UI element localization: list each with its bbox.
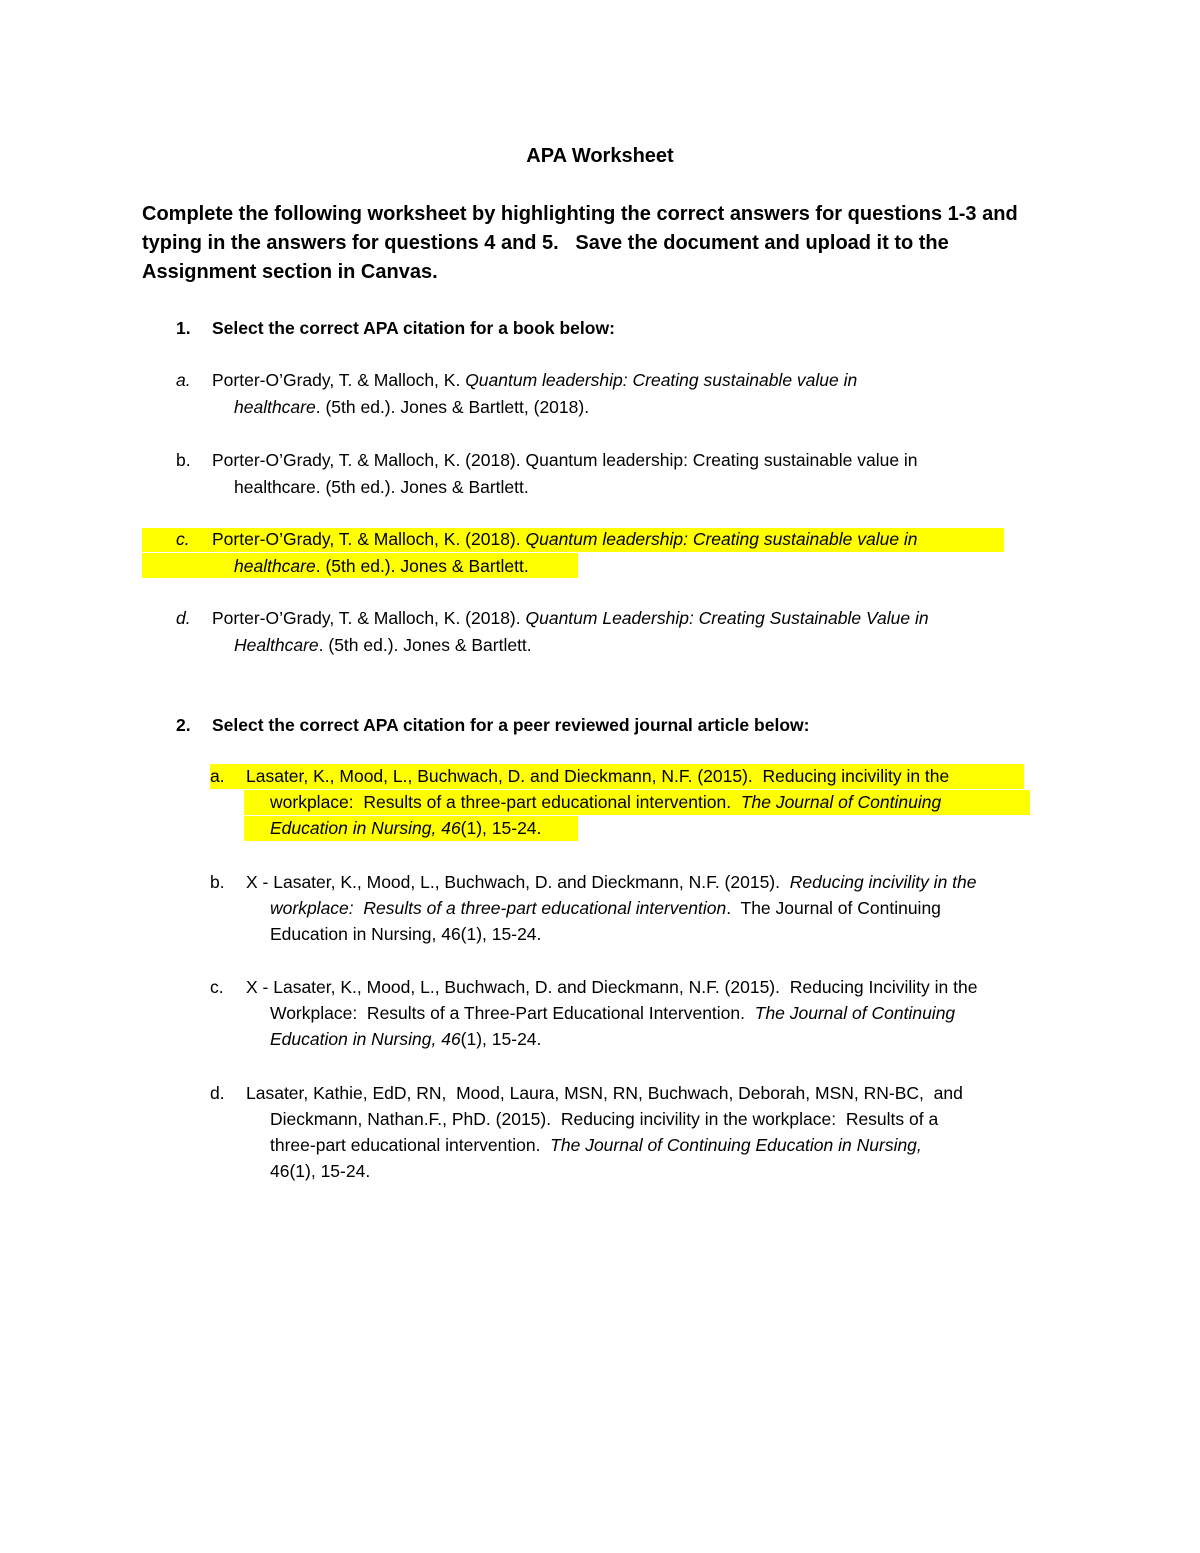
citation-title: Reducing incivility in the: [789, 872, 977, 892]
option-line-2: [234, 394, 589, 420]
citation-text: Porter-O’Grady, T. & Malloch, K. (2018).: [212, 529, 526, 549]
option-line-1: Porter-O’Grady, T. & Malloch, K. (2018). Quantum leadership: Creating sustainable value in: [212, 450, 918, 470]
q2-option-b[interactable]: [210, 869, 1070, 949]
question-number: 2.: [176, 715, 191, 735]
option-letter: b.: [210, 872, 225, 892]
citation-title: healthcare: [234, 556, 316, 576]
option-letter: c.: [210, 977, 224, 997]
option-line-1: [212, 367, 857, 393]
option-line-1: [212, 526, 918, 552]
page-title: APA Worksheet: [526, 145, 674, 167]
citation-text: Workplace: Results of a Three-Part Educational Intervention.: [270, 1003, 755, 1023]
citation-text: (1), 15-24.: [460, 818, 542, 838]
citation-text: . (5th ed.). Jones & Bartlett, (2018).: [315, 397, 590, 417]
question-number: 1.: [176, 318, 191, 338]
citation-text: Porter-O’Grady, T. & Malloch, K.: [212, 370, 466, 390]
option-line-2: [234, 632, 532, 658]
option-line-3: [270, 1026, 541, 1052]
option-line-1: Lasater, Kathie, EdD, RN, Mood, Laura, MSN, RN, Buchwach, Deborah, MSN, RN-BC, and: [246, 1083, 963, 1103]
option-line-1: [212, 605, 929, 631]
instructions-line-1: Complete the following worksheet by highlighting the correct answers for questions 1-3 and: [142, 203, 1018, 225]
option-line-3: [270, 815, 541, 841]
option-letter: d.: [176, 608, 191, 628]
instructions: [142, 200, 1042, 287]
option-letter: c.: [176, 529, 190, 549]
q1-option-a[interactable]: [176, 367, 1076, 423]
option-line-1: Lasater, K., Mood, L., Buchwach, D. and Dieckmann, N.F. (2015). Reducing incivility in the: [246, 766, 950, 786]
option-line-2: [234, 553, 529, 579]
option-line-2: [270, 895, 941, 921]
q1-option-d[interactable]: [176, 605, 1076, 661]
q2-option-a-selected[interactable]: [210, 763, 1070, 843]
citation-text: three-part educational intervention.: [270, 1135, 551, 1155]
citation-title: Healthcare: [234, 635, 319, 655]
question-prompt: Select the correct APA citation for a book below:: [212, 318, 615, 338]
option-line-4: 46(1), 15-24.: [270, 1161, 371, 1181]
option-line-2: [270, 1000, 955, 1026]
q2-option-d[interactable]: [210, 1080, 1070, 1186]
option-line-2: Dieckmann, Nathan.F., PhD. (2015). Reducing incivility in the workplace: Results of a: [270, 1109, 939, 1129]
citation-title: workplace: Results of a three-part educational intervention: [270, 898, 727, 918]
option-letter: b.: [176, 450, 191, 470]
citation-journal: Education in Nursing, 46: [270, 1029, 461, 1049]
option-letter: a.: [176, 370, 191, 390]
option-line-2: [270, 789, 941, 815]
q1-option-b[interactable]: [176, 447, 1076, 503]
citation-text: Porter-O’Grady, T. & Malloch, K. (2018).: [212, 608, 526, 628]
option-letter: a.: [210, 766, 225, 786]
citation-text: X - Lasater, K., Mood, L., Buchwach, D. and Dieckmann, N.F. (2015).: [246, 872, 790, 892]
citation-title: Quantum Leadership: Creating Sustainable Value in: [525, 608, 929, 628]
citation-journal: The Journal of Continuing: [754, 1003, 956, 1023]
instructions-line-3: Assignment section in Canvas.: [142, 261, 438, 283]
q2-option-c[interactable]: [210, 974, 1070, 1054]
option-letter: d.: [210, 1083, 225, 1103]
option-line-1: [246, 869, 977, 895]
option-line-3: [270, 1132, 922, 1158]
citation-title: healthcare: [234, 397, 316, 417]
citation-title: Quantum leadership: Creating sustainable value in: [525, 529, 918, 549]
citation-text: . (5th ed.). Jones & Bartlett.: [315, 556, 529, 576]
question-prompt: Select the correct APA citation for a peer reviewed journal article below:: [212, 715, 810, 735]
citation-text: . (5th ed.). Jones & Bartlett.: [318, 635, 532, 655]
citation-text: workplace: Results of a three-part educational intervention.: [270, 792, 741, 812]
option-line-3: Education in Nursing, 46(1), 15-24.: [270, 924, 542, 944]
citation-title: Quantum leadership: Creating sustainable value in: [465, 370, 858, 390]
q1-option-c-selected[interactable]: [176, 526, 1076, 582]
option-line-2: healthcare. (5th ed.). Jones & Bartlett.: [234, 477, 529, 497]
option-line-1: X - Lasater, K., Mood, L., Buchwach, D. and Dieckmann, N.F. (2015). Reducing Incivility in the: [246, 977, 978, 997]
citation-text: . The Journal of Continuing: [726, 898, 941, 918]
citation-journal: The Journal of Continuing: [740, 792, 942, 812]
citation-text: (1), 15-24.: [460, 1029, 542, 1049]
citation-journal: The Journal of Continuing Education in Nursing,: [550, 1135, 922, 1155]
citation-journal: Education in Nursing, 46: [270, 818, 461, 838]
instructions-line-2: typing in the answers for questions 4 and 5. Save the document and upload it to the: [142, 232, 949, 254]
